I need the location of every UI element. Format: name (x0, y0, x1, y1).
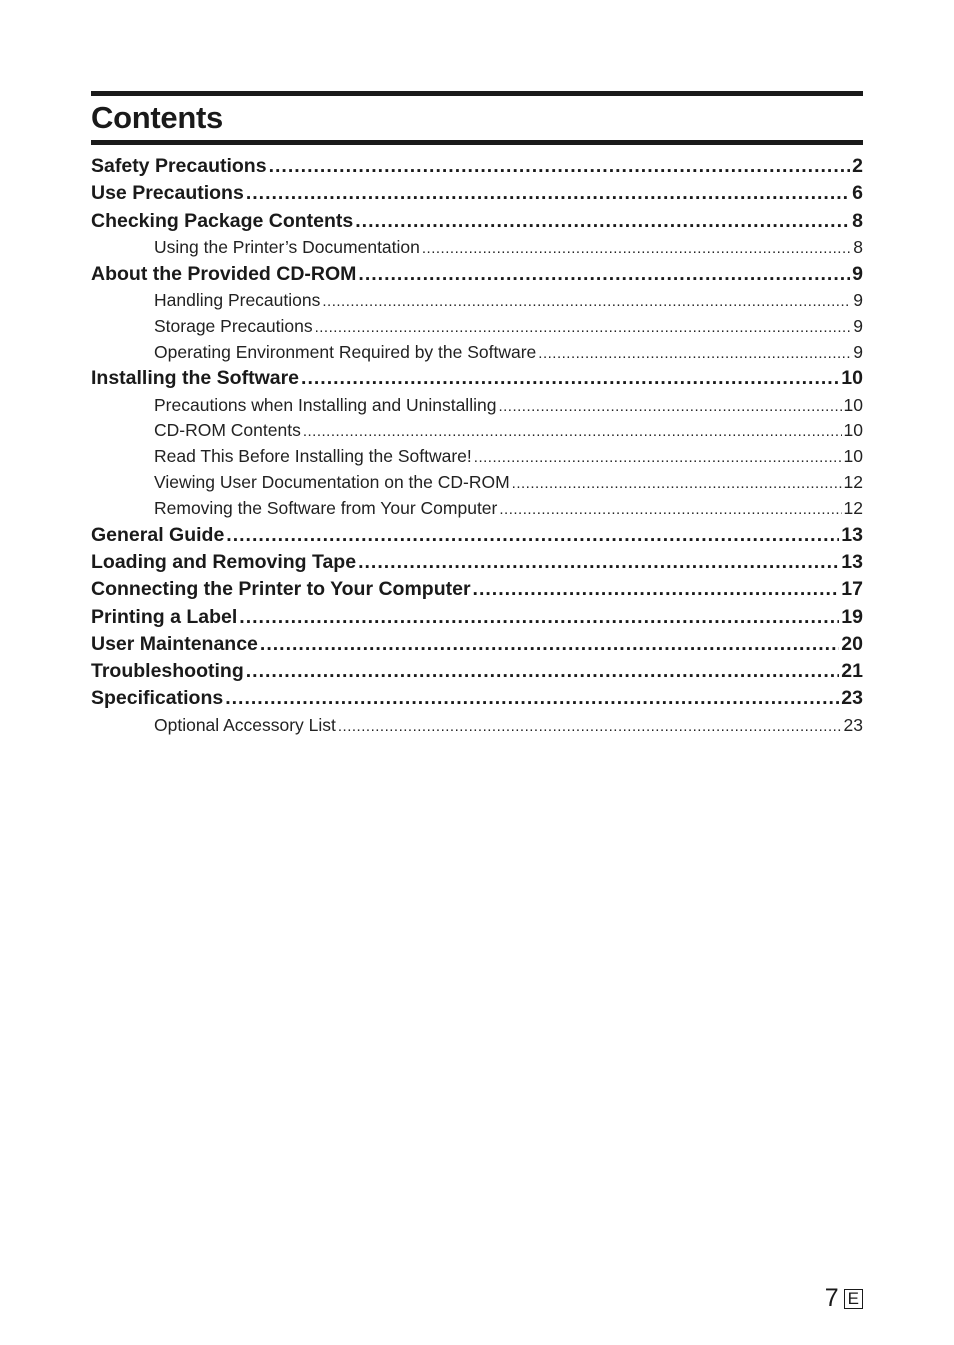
toc-page-number: 10 (841, 367, 863, 390)
toc-entry-title: User Maintenance (91, 632, 258, 655)
toc-entry-title: Connecting the Printer to Your Computer (91, 578, 471, 601)
top-rule (91, 91, 863, 96)
toc-entry[interactable] (91, 576, 863, 603)
dot-leader (358, 261, 850, 288)
page-title: Contents (91, 100, 223, 135)
toc-entry-title: Operating Environment Required by the Software (154, 341, 537, 362)
toc-entry-title: About the Provided CD-ROM (91, 262, 357, 285)
dot-leader (303, 419, 842, 444)
toc-page-number: 10 (843, 420, 863, 441)
toc-entry-title: Storage Precautions (154, 315, 313, 336)
language-mark: E (844, 1289, 863, 1309)
toc-page-number: 23 (843, 714, 863, 735)
dot-leader (225, 685, 839, 712)
toc-page-number: 12 (843, 497, 863, 518)
toc-entry-title: Removing the Software from Your Computer (154, 497, 498, 518)
toc-entry[interactable] (91, 261, 863, 288)
dot-leader (473, 576, 840, 603)
dot-leader (499, 497, 841, 522)
toc-page-number: 9 (853, 289, 863, 310)
dot-leader (239, 604, 839, 631)
dot-leader (226, 522, 839, 549)
toc-page-number: 17 (841, 578, 863, 601)
toc-entry-title: Viewing User Documentation on the CD-ROM (154, 472, 510, 493)
toc-page-number: 10 (843, 394, 863, 415)
toc-page-number: 20 (841, 632, 863, 655)
toc-page-number: 9 (853, 315, 863, 336)
toc-page-number: 13 (841, 523, 863, 546)
toc-page-number: 9 (853, 341, 863, 362)
dot-leader (315, 315, 852, 340)
dot-leader (269, 153, 851, 180)
toc-page-number: 12 (843, 472, 863, 493)
toc-page-number: 2 (852, 155, 863, 177)
toc-entry-title: Troubleshooting (91, 660, 244, 683)
toc-entry[interactable] (91, 631, 863, 658)
toc-entry-title: Using the Printer’s Documentation (154, 236, 420, 257)
toc-entry[interactable] (91, 153, 863, 180)
toc-subentry[interactable] (91, 444, 863, 470)
toc-entry-title: Safety Precautions (91, 155, 267, 177)
toc-entry[interactable] (91, 365, 863, 392)
toc-entry[interactable] (91, 208, 863, 235)
title-rule (91, 140, 863, 145)
toc-entry[interactable] (91, 522, 863, 549)
dot-leader (260, 631, 839, 658)
toc-entry-title: Use Precautions (91, 182, 244, 205)
toc-page-number: 19 (841, 605, 863, 628)
toc-entry[interactable] (91, 685, 863, 712)
toc-entry[interactable] (91, 604, 863, 631)
toc-subentry[interactable] (91, 340, 863, 366)
page-number: 7 (824, 1284, 839, 1312)
page-footer (800, 1283, 863, 1313)
dot-leader (498, 394, 841, 419)
toc-page-number: 13 (841, 550, 863, 573)
toc-page-number: 21 (841, 660, 863, 683)
dot-leader (246, 658, 840, 685)
dot-leader (355, 208, 850, 235)
toc-entry-title: Printing a Label (91, 605, 238, 628)
toc-subentry[interactable] (91, 314, 863, 340)
toc-entry-title: Handling Precautions (154, 289, 321, 310)
toc-page-number: 8 (852, 209, 863, 232)
dot-leader (301, 365, 839, 392)
toc-entry-title: CD-ROM Contents (154, 420, 301, 441)
toc-page-number: 10 (843, 446, 863, 467)
toc-subentry[interactable] (91, 496, 863, 522)
dot-leader (246, 180, 850, 207)
toc-page-number: 6 (852, 182, 863, 205)
toc-page-number: 8 (853, 236, 863, 257)
dot-leader (512, 471, 842, 496)
toc-entry-title: Specifications (91, 687, 224, 710)
toc-subentry[interactable] (91, 235, 863, 261)
toc-entry[interactable] (91, 658, 863, 685)
toc-entry-title: Loading and Removing Tape (91, 550, 357, 573)
toc-entry-title: Read This Before Installing the Software! (154, 446, 472, 467)
toc-subentry[interactable] (91, 393, 863, 419)
dot-leader (474, 445, 842, 470)
toc-subentry[interactable] (91, 713, 863, 739)
toc-entry[interactable] (91, 549, 863, 576)
dot-leader (338, 714, 842, 739)
dot-leader (422, 236, 851, 261)
toc-page-number: 9 (852, 262, 863, 285)
toc-entry-title: Precautions when Installing and Uninstalling (154, 394, 497, 415)
toc-page-number: 23 (841, 687, 863, 710)
toc-entry-title: Checking Package Contents (91, 209, 354, 232)
toc-subentry[interactable] (91, 288, 863, 314)
dot-leader (358, 549, 839, 576)
toc-entry-title: General Guide (91, 523, 225, 546)
dot-leader (322, 289, 851, 314)
dot-leader (538, 341, 851, 366)
toc-subentry[interactable] (91, 418, 863, 444)
toc-entry-title: Optional Accessory List (154, 714, 336, 735)
table-of-contents (91, 153, 863, 739)
toc-entry-title: Installing the Software (91, 367, 300, 390)
toc-subentry[interactable] (91, 470, 863, 496)
toc-entry[interactable] (91, 180, 863, 207)
